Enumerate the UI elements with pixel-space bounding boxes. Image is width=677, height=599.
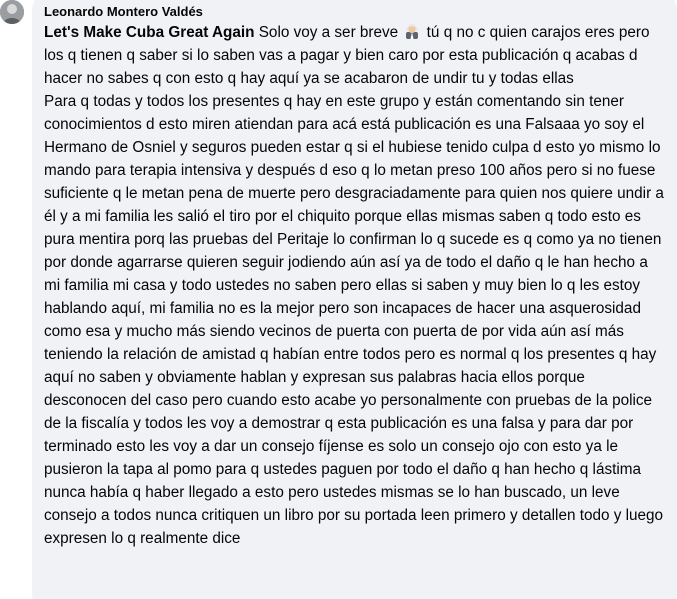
- profile-photo-icon: [0, 0, 24, 24]
- avatar[interactable]: [0, 0, 24, 24]
- comment-paragraph: [44, 21, 665, 90]
- man-judge-emoji-icon: [404, 23, 420, 39]
- comment-author[interactable]: Leonardo Montero Valdés: [44, 4, 203, 19]
- comment-tag[interactable]: Let's Make Cuba Great Again: [44, 24, 255, 41]
- comment-paragraph: Para q todas y todos los presentes q hay en este grupo y están comentando sin tener conocimientos d esto miren atiendan para acá está publicación es una Falsaaa yo soy el Hermano de Osniel y seguros pueden estar q si el hubiese tenido culpa d esto yo mismo lo mando para terapia intensiva y después d eso q lo metan preso 100 años pero si no fuese suficiente q le metan pena de muerte pero desgraciadamente para quien nos quiere undir a él y a mi familia les salió el tiro por el chiquito porque ellas mismas saben q todo esto es pura mentira porq las pruebas del Peritaje lo confirman lo q sucede es q como ya no tienen por donde agarrarse quieren seguir jodiendo aún así ya de todo el daño q le han hecho a mi familia mi casa y todo ustedes no saben pero ellas si saben y muy bien lo q les estoy hablando aquí, mi familia no es la mejor pero son incapaces de hacer una asquerosidad como esa y mucho más siendo vecinos de puerta con puerta de por vida aún así más teniendo la relación de amistad q habían entre todos pero es normal q los presentes q hay aquí no saben y obviamente hablan y expresan sus palabras hacia ellos porque desconocen del caso pero cuando esto acabe yo personalmente con pruebas de la police de la fiscalía y todos les voy a demostrar q esta publicación es una falsa y para dar por terminado esto les voy a dar un consejo fíjense es solo un consejo ojo con esto ya le pusieron la tapa al pomo para q ustedes paguen por todo el daño q han hecho q lástima nunca había q haber llegado a esto pero ustedes mismas se lo han buscado, un leve consejo a todos nunca critiquen un libro por su portada leen primero y detallen todo y luego expresen lo q realmente dice: [44, 93, 664, 547]
- comment-text-segment: Solo voy a ser breve: [254, 24, 399, 41]
- comment-body: [44, 21, 665, 550]
- comment-text-segment: tú q no c quien carajos eres pero los q tienen q saber si lo saben vas a pagar y bien caro por esta publicación q acabas d hacer no sabes q con esto q hay aquí ya se acabaron de undir tu y todas ellas: [44, 24, 650, 87]
- comment-bubble: [32, 0, 677, 599]
